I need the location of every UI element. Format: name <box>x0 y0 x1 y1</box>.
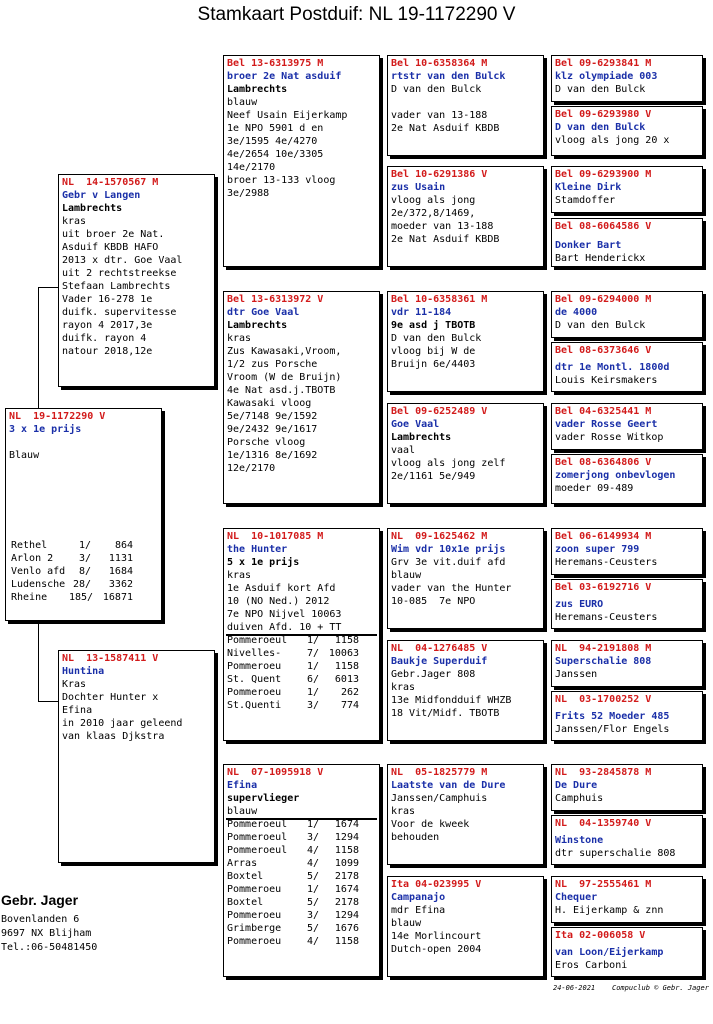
pedigree-card-g5-3[interactable] <box>551 218 703 267</box>
pedigree-card-fmf[interactable] <box>387 291 544 392</box>
pedigree-card-g5-9[interactable] <box>551 579 703 629</box>
pigeon-name: De Dure <box>555 780 598 791</box>
ring-number: Bel 09-6252489 V <box>391 406 488 417</box>
ring-number: NL 05-1825779 M <box>391 767 488 778</box>
info-line: 10 (NO Ned.) 2012 <box>227 596 330 607</box>
results-list <box>11 539 133 604</box>
owner-text: Janssen/Camphuis <box>391 793 488 804</box>
owner-text: Stamdoffer <box>555 195 616 206</box>
pigeon-name: van Loon/Eijerkamp <box>555 947 664 958</box>
owner-text: vloog als jong 20 x <box>555 135 670 146</box>
info-line: vloog bij W de <box>391 346 476 357</box>
connector-line <box>38 621 39 701</box>
info-line: blauw <box>391 570 422 581</box>
info-line: vader van the Hunter <box>391 583 512 594</box>
result-row: Pommeroeu 3/ 1294 <box>227 910 359 921</box>
info-line: vloog als jong zelf <box>391 458 506 469</box>
pigeon-name: Efina <box>227 780 258 791</box>
owner-text: dtr superschalie 808 <box>555 848 676 859</box>
pigeon-name: Donker Bart <box>555 240 622 251</box>
pedigree-card-ff[interactable] <box>223 55 380 267</box>
ring-number: Bel 09-6294000 M <box>555 294 652 305</box>
info-line: 1e NPO 5901 d en <box>227 123 324 134</box>
info-line: 14e Morlincourt <box>391 931 482 942</box>
ring-number: Bel 08-6364806 V <box>555 457 652 468</box>
info-line: Dutch-open 2004 <box>391 944 482 955</box>
pedigree-card-fm[interactable] <box>223 291 380 504</box>
info-line: behouden <box>391 832 440 843</box>
connector-line <box>38 287 39 411</box>
info-line: D van den Bulck <box>391 333 482 344</box>
info-line: uit broer 2e Nat. <box>62 229 165 240</box>
info-line: Stefaan Lambrechts <box>62 281 171 292</box>
owner-text: vader Rosse Witkop <box>555 432 664 443</box>
info-line: moeder van 13-188 <box>391 221 494 232</box>
spacer <box>9 436 158 449</box>
info-line: 2e Nat Asduif KBDB <box>391 234 500 245</box>
info-line: blauw <box>227 806 258 817</box>
pedigree-card-g5-6[interactable] <box>551 403 703 450</box>
pigeon-name: the Hunter <box>227 544 288 555</box>
pigeon-name: de 4000 <box>555 307 598 318</box>
result-row: Pommeroeul 3/ 1294 <box>227 832 359 843</box>
info-line: Dochter Hunter x <box>62 692 159 703</box>
pedigree-card-g5-5[interactable] <box>551 342 703 392</box>
owner-text: Lambrechts <box>227 320 288 331</box>
ring-number: Ita 04-023995 V <box>391 879 482 890</box>
color-text: Blauw <box>9 450 40 461</box>
breeder-city: 9697 NX Blijham <box>1 928 92 939</box>
ring-number: Bel 04-6325441 M <box>555 406 652 417</box>
pedigree-card-mmf[interactable] <box>387 764 544 865</box>
pigeon-name: Winstone <box>555 835 604 846</box>
pigeon-name: rtstr van den Bulck <box>391 71 506 82</box>
result-row: Arras 4/ 1099 <box>227 858 359 869</box>
pedigree-card-g5-4[interactable] <box>551 291 703 338</box>
breeder-phone: Tel.:06-50481450 <box>1 942 98 953</box>
info-line: van klaas Djkstra <box>62 731 165 742</box>
result-row: Pommeroeul 1/ 1674 <box>227 819 359 830</box>
info-line: Neef Usain Eijerkamp <box>227 110 348 121</box>
result-row: Nivelles- 7/ 10063 <box>227 648 359 659</box>
connector-line <box>38 287 58 288</box>
ring-number: NL 04-1276485 V <box>391 643 488 654</box>
info-line: 18 Vit/Midf. TBOTB <box>391 708 500 719</box>
pedigree-card-father[interactable] <box>58 174 215 387</box>
result-row: Arlon 2 3/ 1131 <box>11 553 133 564</box>
owner-text: mdr Efina <box>391 905 446 916</box>
ring-number: NL 94-2191808 M <box>555 643 652 654</box>
info-line: 9e/2432 9e/1617 <box>227 424 318 435</box>
pigeon-name: Gebr v Langen <box>62 190 141 201</box>
pigeon-name: vader Rosse Geert <box>555 419 658 430</box>
info-line: vader van 13-188 <box>391 110 488 121</box>
info-line: rayon 4 2017,3e <box>62 320 153 331</box>
info-line: 10-085 7e NPO <box>391 596 476 607</box>
info-line: 4e/2654 10e/3305 <box>227 149 324 160</box>
pigeon-name: Huntina <box>62 666 105 677</box>
result-row: Pommeroeu 1/ 1674 <box>227 884 359 895</box>
info-line: 1/2 zus Porsche <box>227 359 318 370</box>
owner-text: D van den Bulck <box>555 320 646 331</box>
info-line: 2e/372,8/1469, <box>391 208 476 219</box>
pigeon-name: zus EURO <box>555 599 604 610</box>
result-row: Pommeroeu 1/ 1158 <box>227 661 359 672</box>
result-row: Rethel 1/ 864 <box>11 540 133 551</box>
info-line: Efina <box>62 705 93 716</box>
result-row: Boxtel 5/ 2178 <box>227 897 359 908</box>
ring-number: Bel 10-6358361 M <box>391 294 488 305</box>
result-row: Boxtel 5/ 2178 <box>227 871 359 882</box>
ring-number: NL 13-1587411 V <box>62 653 159 664</box>
pigeon-name: Chequer <box>555 892 598 903</box>
pedigree-card-subject[interactable] <box>5 408 162 621</box>
ring-number: NL 93-2845878 M <box>555 767 652 778</box>
info-line: blauw <box>227 97 258 108</box>
owner-text: supervlieger <box>227 793 300 804</box>
info-line: broer 13-133 vloog <box>227 175 336 186</box>
breeder-info <box>1 890 97 955</box>
ring-number: Bel 03-6192716 V <box>555 582 652 593</box>
pedigree-card-g5-13[interactable] <box>551 815 703 865</box>
owner-text: moeder 09-489 <box>555 483 634 494</box>
pedigree-card-g5-15[interactable] <box>551 927 703 977</box>
ring-number: Ita 02-006058 V <box>555 930 646 941</box>
pedigree-card-g5-14[interactable] <box>551 876 703 923</box>
pigeon-name: vdr 11-184 <box>391 307 452 318</box>
pigeon-name: broer 2e Nat asduif <box>227 71 342 82</box>
result-row: Rheine 185/ 16871 <box>11 592 133 603</box>
info-line: Kawasaki vloog <box>227 398 312 409</box>
info-line: Porsche vloog <box>227 437 306 448</box>
info-line: 12e/2170 <box>227 463 276 474</box>
owner-text: Janssen <box>555 669 598 680</box>
pedigree-card-fmm[interactable] <box>387 403 544 504</box>
info-line: 14e/2170 <box>227 162 276 173</box>
pigeon-name: zomerjong onbevlogen <box>555 470 676 481</box>
owner-text: Heremans-Ceusters <box>555 612 658 623</box>
pigeon-name: 3 x 1e prijs <box>9 424 82 435</box>
ring-number: NL 04-1359740 V <box>555 818 652 829</box>
pigeon-name: klz olympiade 003 <box>555 71 658 82</box>
pedigree-card-mff[interactable] <box>387 528 544 629</box>
info-line: 13e Midfondduif WHZB <box>391 695 512 706</box>
pedigree-card-fff[interactable] <box>387 55 544 156</box>
pedigree-card-mfm[interactable] <box>387 640 544 741</box>
ring-number: Bel 08-6064586 V <box>555 221 652 232</box>
info-line: duifk. rayon 4 <box>62 333 147 344</box>
info-line: Zus Kawasaki,Vroom, <box>227 346 342 357</box>
info-line: 1e/1316 8e/1692 <box>227 450 318 461</box>
info-line: Asduif KBDB HAFO <box>62 242 159 253</box>
pedigree-card-g5-10[interactable] <box>551 640 703 687</box>
owner-text: 9e asd j TBOTB <box>391 320 476 331</box>
page-title: Stamkaart Postduif: NL 19-1172290 V <box>197 4 516 25</box>
info-line: 1e Asduif kort Afd <box>227 583 336 594</box>
ring-number: NL 14-1570567 M <box>62 177 159 188</box>
info-line: vaal <box>391 445 416 456</box>
info-line: duifk. supervitesse <box>62 307 177 318</box>
pedigree-card-g5-12[interactable] <box>551 764 703 811</box>
info-line: 4e Nat asd.j.TBOTB <box>227 385 336 396</box>
info-line: 2e Nat Asduif KBDB <box>391 123 500 134</box>
ring-number: Bel 09-6293980 V <box>555 109 652 120</box>
ring-number: Bel 09-6293841 M <box>555 58 652 69</box>
pigeon-name: Wim vdr 10x1e prijs <box>391 544 506 555</box>
info-line: Vader 16-278 1e <box>62 294 153 305</box>
connector-line <box>38 701 58 702</box>
info-line: duiven Afd. 10 + TT <box>227 622 342 633</box>
owner-text: D van den Bulck <box>555 84 646 95</box>
pigeon-name: Campanajo <box>391 892 446 903</box>
ring-number: NL 97-2555461 M <box>555 879 652 890</box>
ring-number: Bel 09-6293900 M <box>555 169 652 180</box>
owner-text: Louis Keirsmakers <box>555 375 658 386</box>
pedigree-card-g5-1[interactable] <box>551 106 703 156</box>
owner-text: Gebr.Jager 808 <box>391 669 476 680</box>
owner-text: D van den Bulck <box>391 84 482 95</box>
pedigree-card-g5-0[interactable] <box>551 55 703 102</box>
ring-number: Bel 06-6149934 M <box>555 531 652 542</box>
result-row: St.Quenti 3/ 774 <box>227 700 359 711</box>
pedigree-card-mf[interactable] <box>223 528 380 741</box>
pedigree-card-g5-8[interactable] <box>551 528 703 575</box>
owner-text: Lambrechts <box>391 432 452 443</box>
pedigree-card-mother[interactable] <box>58 650 215 863</box>
pigeon-name: Superschalie 808 <box>555 656 652 667</box>
owner-text: Eros Carboni <box>555 960 628 971</box>
info-line: Voor de kweek <box>391 819 470 830</box>
result-row: Pommeroeul 1/ 1158 <box>227 635 359 646</box>
pigeon-name: Frits 52 Moeder 485 <box>555 711 670 722</box>
pedigree-card-g5-2[interactable] <box>551 166 703 213</box>
ring-number: Bel 08-6373646 V <box>555 345 652 356</box>
pedigree-card-g5-7[interactable] <box>551 454 703 504</box>
info-line: uit 2 rechtstreekse <box>62 268 177 279</box>
owner-text: Camphuis <box>555 793 604 804</box>
pedigree-card-mmm[interactable] <box>387 876 544 977</box>
info-line: 3e/1595 4e/4270 <box>227 136 318 147</box>
info-line: 2013 x dtr. Goe Vaal <box>62 255 183 266</box>
result-row: Pommeroeul 4/ 1158 <box>227 845 359 856</box>
footer-text: 24-06-2021 Compuclub © Gebr. Jager <box>553 984 709 992</box>
result-row: St. Quent 6/ 6013 <box>227 674 359 685</box>
info-line: in 2010 jaar geleend <box>62 718 183 729</box>
info-line: 2e/1161 5e/949 <box>391 471 476 482</box>
info-line: kras <box>391 806 416 817</box>
spacer <box>391 96 540 109</box>
info-line: natour 2018,12e <box>62 346 153 357</box>
pigeon-name: Laatste van de Dure <box>391 780 506 791</box>
result-row: Pommeroeu 1/ 262 <box>227 687 359 698</box>
ring-number: NL 19-1172290 V <box>9 411 106 422</box>
pigeon-name: Goe Vaal <box>391 419 440 430</box>
result-row: Grimberge 5/ 1676 <box>227 923 359 934</box>
owner-text: Grv 3e vit.duif afd <box>391 557 506 568</box>
ring-number: NL 03-1700252 V <box>555 694 652 705</box>
breeder-address: Bovenlanden 6 <box>1 914 80 925</box>
pigeon-name: Baukje Superduif <box>391 656 488 667</box>
pigeon-name: dtr 1e Montl. 1800d <box>555 362 670 373</box>
ring-number: Bel 10-6358364 M <box>391 58 488 69</box>
ring-number: NL 07-1095918 V <box>227 767 324 778</box>
info-line: kras <box>391 682 416 693</box>
info-line: kras <box>227 570 252 581</box>
owner-text: H. Eijerkamp & znn <box>555 905 664 916</box>
result-row: Venlo afd 8/ 1684 <box>11 566 133 577</box>
pedigree-card-g5-11[interactable] <box>551 691 703 741</box>
ring-number: Bel 10-6291386 V <box>391 169 488 180</box>
ring-number: Bel 13-6313972 V <box>227 294 324 305</box>
pedigree-card-ffm[interactable] <box>387 166 544 267</box>
ring-number: NL 09-1625462 M <box>391 531 488 542</box>
info-line: kras <box>62 216 87 227</box>
owner-text: Bart Henderickx <box>555 253 646 264</box>
result-row: Ludensche 28/ 3362 <box>11 579 133 590</box>
pigeon-name: zus Usain <box>391 182 446 193</box>
result-row: Pommeroeu 4/ 1158 <box>227 936 359 947</box>
info-line: Vroom (W de Bruijn) <box>227 372 342 383</box>
ring-number: NL 10-1017085 M <box>227 531 324 542</box>
owner-text: vloog als jong <box>391 195 476 206</box>
breeder-name: Gebr. Jager <box>1 892 79 908</box>
owner-text: Lambrechts <box>227 84 288 95</box>
pigeon-name: zoon super 799 <box>555 544 640 555</box>
pedigree-card-mm[interactable] <box>223 764 380 977</box>
owner-text: Janssen/Flor Engels <box>555 724 670 735</box>
info-line: 3e/2988 <box>227 188 270 199</box>
info-line: blauw <box>391 918 422 929</box>
info-line: kras <box>227 333 252 344</box>
pigeon-name: dtr Goe Vaal <box>227 307 300 318</box>
owner-text: Heremans-Ceusters <box>555 557 658 568</box>
info-line: Kras <box>62 679 87 690</box>
pigeon-name: Kleine Dirk <box>555 182 622 193</box>
info-line: 5e/7148 9e/1592 <box>227 411 318 422</box>
info-line: 7e NPO Nijvel 10063 <box>227 609 342 620</box>
owner-text: 5 x 1e prijs <box>227 557 300 568</box>
owner-text: Lambrechts <box>62 203 123 214</box>
pigeon-name: D van den Bulck <box>555 122 646 133</box>
ring-number: Bel 13-6313975 M <box>227 58 324 69</box>
info-line: Bruijn 6e/4403 <box>391 359 476 370</box>
